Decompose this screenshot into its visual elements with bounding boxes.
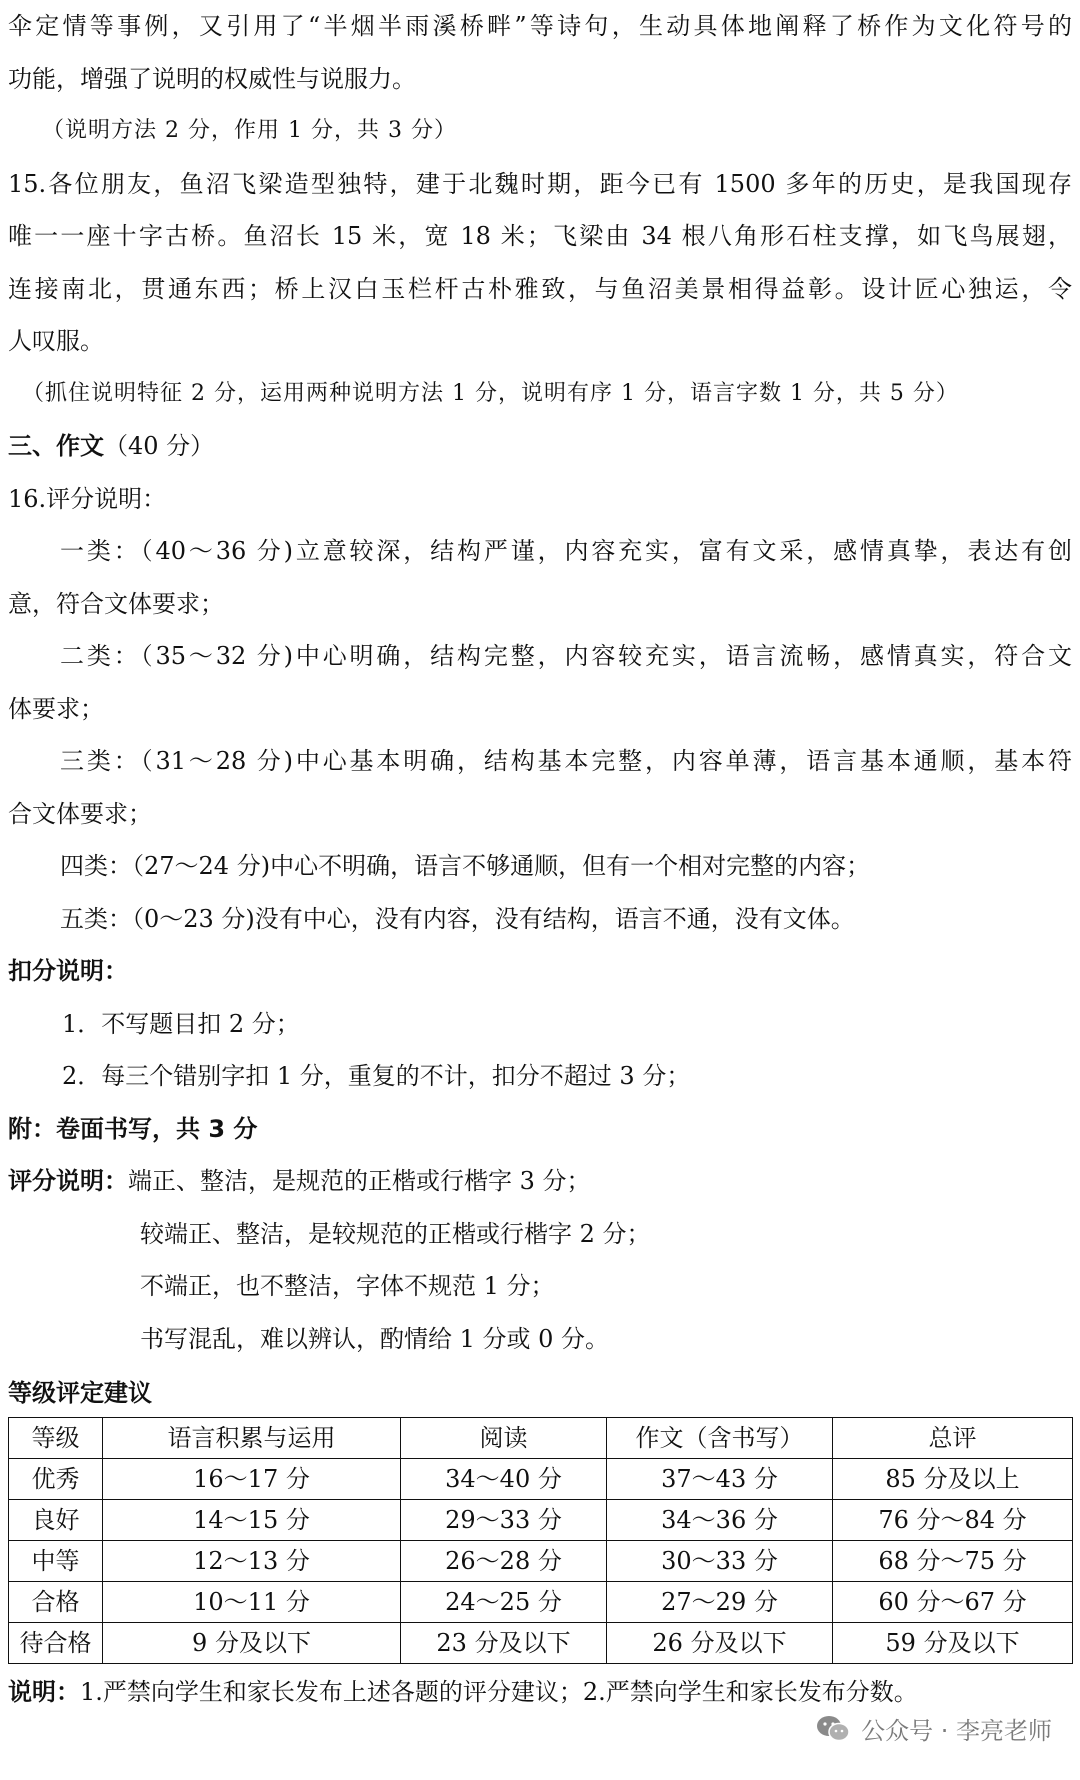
footer-label: 说明：	[8, 1678, 80, 1706]
table-cell: 9 分及以下	[103, 1623, 401, 1664]
appendix-heading: 附：卷面书写，共 3 分	[8, 1114, 258, 1143]
table-header-cell: 等级	[9, 1418, 103, 1459]
table-cell: 良好	[9, 1500, 103, 1541]
table-cell: 合格	[9, 1582, 103, 1623]
question-16-heading: 16.评分说明：	[8, 484, 167, 513]
footer-note	[8, 1670, 1072, 1714]
document-page	[8, 0, 1072, 1714]
table-cell: 16～17 分	[103, 1459, 401, 1500]
answer-15-line: 人叹服。	[8, 327, 104, 355]
section-title: 三、作文	[8, 432, 104, 460]
grade-table	[8, 1417, 1073, 1664]
table-row	[9, 1582, 1073, 1623]
grade-class-line: 一类：（40～36 分)立意较深，结构严谨，内容充实，富有文采，感情真挚，表达有创	[60, 537, 1072, 565]
table-cell: 26～28 分	[401, 1541, 607, 1582]
table-header-cell: 总评	[833, 1418, 1073, 1459]
scoring-note: （说明方法 2 分，作用 1 分，共 3 分）	[42, 118, 457, 143]
table-cell: 23 分及以下	[401, 1623, 607, 1664]
scoring-line: 较端正、整洁，是较规范的正楷或行楷字 2 分；	[140, 1219, 651, 1248]
paragraph-line: 功能，增强了说明的权威性与说服力。	[8, 64, 416, 93]
grade-class-line: 五类：（0～23 分)没有中心，没有内容，没有结构，语言不通，没有文体。	[60, 904, 855, 933]
table-row	[9, 1623, 1073, 1664]
section-score: （40 分）	[104, 432, 215, 460]
table-cell: 34～36 分	[607, 1500, 833, 1541]
scoring-label: 评分说明：	[8, 1167, 128, 1195]
scoring-line: 不端正，也不整洁，字体不规范 1 分；	[140, 1272, 555, 1300]
table-cell: 14～15 分	[103, 1500, 401, 1541]
scoring-line: 书写混乱，难以辨认，酌情给 1 分或 0 分。	[140, 1324, 610, 1353]
table-row	[9, 1500, 1073, 1541]
table-row	[9, 1459, 1073, 1500]
scoring-text: 端正、整洁，是规范的正楷或行楷字 3 分；	[128, 1167, 591, 1195]
table-cell: 34～40 分	[401, 1459, 607, 1500]
deduct-item: 2．每三个错别字扣 1 分，重复的不计，扣分不超过 3 分；	[62, 1062, 691, 1090]
wechat-icon	[815, 1714, 851, 1744]
table-cell: 26 分及以下	[607, 1623, 833, 1664]
table-header-cell: 语言积累与运用	[103, 1418, 401, 1459]
grade-class-line: 体要求；	[8, 694, 104, 723]
table-cell: 59 分及以下	[833, 1623, 1073, 1664]
answer-15-line: 连接南北，贯通东西；桥上汉白玉栏杆古朴雅致，与鱼沼美景相得益彰。设计匠心独运，令	[8, 274, 1072, 303]
table-cell: 12～13 分	[103, 1541, 401, 1582]
scoring-note: （抓住说明特征 2 分，运用两种说明方法 1 分，说明有序 1 分，语言字数 1 分，共 5 分）	[22, 380, 959, 406]
table-cell: 37～43 分	[607, 1459, 833, 1500]
table-cell: 76 分～84 分	[833, 1500, 1073, 1541]
watermark	[815, 1711, 1052, 1746]
table-title: 等级评定建议	[8, 1379, 152, 1407]
paragraph-line: 伞定情等事例，又引用了“半烟半雨溪桥畔”等诗句，生动具体地阐释了桥作为文化符号的	[8, 12, 1072, 40]
table-header-cell: 作文（含书写）	[607, 1418, 833, 1459]
deduct-heading: 扣分说明：	[8, 957, 128, 985]
grade-class-line: 三类：（31～28 分)中心基本明确，结构基本完整，内容单薄，语言基本通顺，基本符	[60, 747, 1072, 775]
section-heading	[8, 420, 1072, 473]
scoring-line	[8, 1155, 1072, 1208]
table-header-cell: 阅读	[401, 1418, 607, 1459]
table-cell: 68 分～75 分	[833, 1541, 1073, 1582]
table-cell: 30～33 分	[607, 1541, 833, 1582]
table-cell: 60 分～67 分	[833, 1582, 1073, 1623]
deduct-item: 1．不写题目扣 2 分；	[62, 1009, 300, 1038]
table-cell: 待合格	[9, 1623, 103, 1664]
table-cell: 中等	[9, 1541, 103, 1582]
table-cell: 24～25 分	[401, 1582, 607, 1623]
grade-class-line: 合文体要求；	[8, 799, 152, 828]
grade-class-line: 意，符合文体要求；	[8, 589, 224, 618]
watermark-text: 公众号 · 李亮老师	[861, 1717, 1052, 1745]
table-cell: 29～33 分	[401, 1500, 607, 1541]
table-cell: 优秀	[9, 1459, 103, 1500]
table-header-row	[9, 1418, 1073, 1459]
grade-class-line: 二类：（35～32 分)中心明确，结构完整，内容较充实，语言流畅，感情真实，符合文	[60, 642, 1072, 670]
answer-15-line: 唯一一座十字古桥。鱼沼长 15 米，宽 18 米；飞梁由 34 根八角形石柱支撑，如飞鸟展翅，	[8, 222, 1072, 250]
table-row	[9, 1541, 1073, 1582]
answer-15-line: 15.各位朋友，鱼沼飞梁造型独特，建于北魏时期，距今已有 1500 多年的历史，是我国现存	[8, 169, 1072, 198]
table-cell: 10～11 分	[103, 1582, 401, 1623]
table-cell: 27～29 分	[607, 1582, 833, 1623]
footer-text: 1.严禁向学生和家长发布上述各题的评分建议；2.严禁向学生和家长发布分数。	[80, 1678, 918, 1706]
grade-class-line: 四类：（27～24 分)中心不明确，语言不够通顺，但有一个相对完整的内容；	[60, 852, 871, 880]
table-cell: 85 分及以上	[833, 1459, 1073, 1500]
